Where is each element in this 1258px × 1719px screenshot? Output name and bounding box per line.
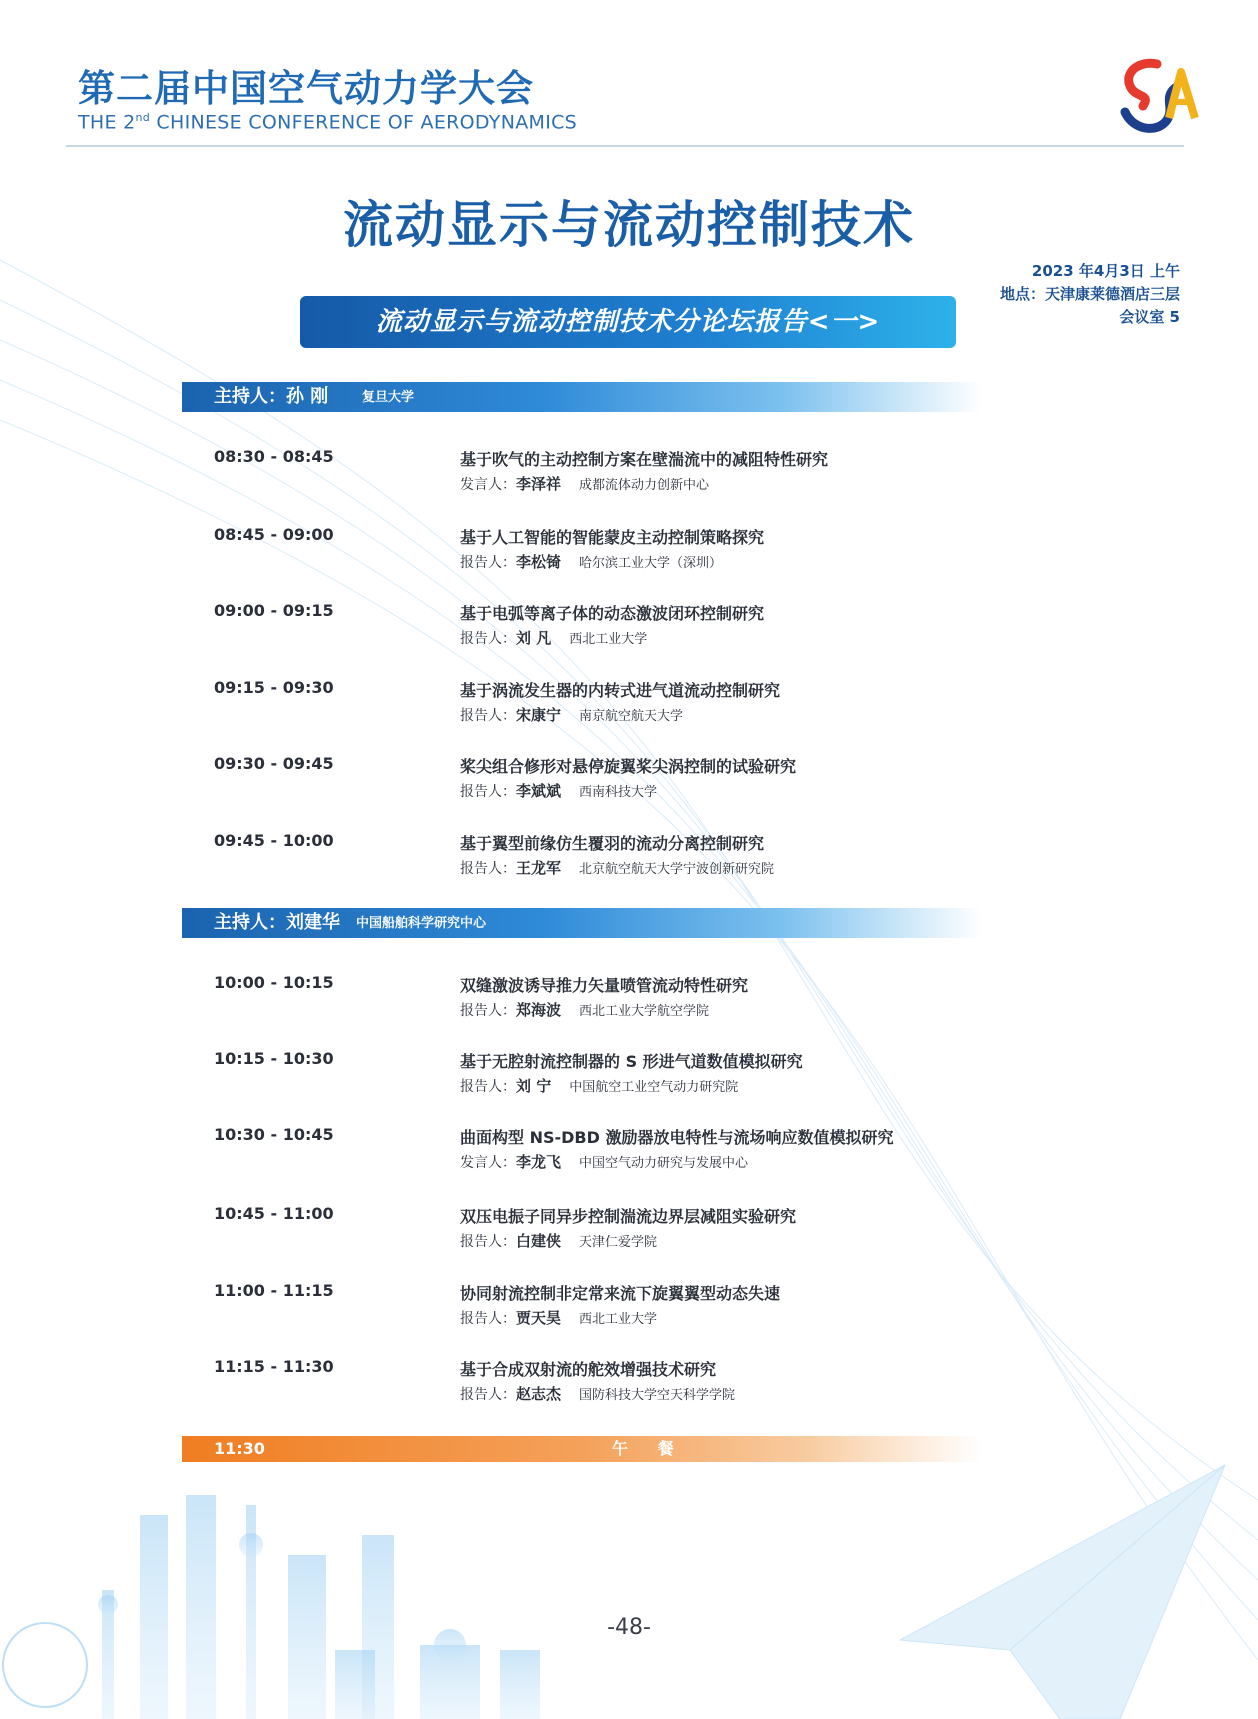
speaker-line: 报告人：郑海波 西北工业大学航空学院 xyxy=(460,1001,710,1019)
talk-title: 基于无腔射流控制器的 S 形进气道数值模拟研究 xyxy=(460,1052,803,1071)
header-divider xyxy=(66,145,1184,147)
talk-title: 基于电弧等离子体的动态激波闭环控制研究 xyxy=(460,604,765,623)
speaker-name: 李斌斌 xyxy=(516,782,562,800)
csa-logo-icon xyxy=(1117,58,1199,136)
conference-title-en: THE 2nd CHINESE CONFERENCE OF AERODYNAMICS xyxy=(78,111,578,134)
chair-bar-session-1 xyxy=(182,382,982,412)
speaker-name: 李泽祥 xyxy=(516,475,562,493)
talk-title: 双压电振子同异步控制湍流边界层减阻实验研究 xyxy=(460,1207,797,1226)
talk-time: 08:45 - 09:00 xyxy=(214,525,334,544)
talk-title: 基于合成双射流的舵效增强技术研究 xyxy=(460,1360,717,1379)
speaker-affiliation: 西南科技大学 xyxy=(579,785,658,800)
speaker-line: 报告人：王龙军 北京航空航天大学宁波创新研究院 xyxy=(460,859,775,877)
talk-time: 09:00 - 09:15 xyxy=(214,601,334,620)
talk-title: 双缝激波诱导推力矢量喷管流动特性研究 xyxy=(460,976,749,995)
talk-time: 09:15 - 09:30 xyxy=(214,678,334,697)
chair-bar-session-2 xyxy=(182,908,982,938)
lunch-bar xyxy=(182,1436,982,1462)
session-room: 会议室 5 xyxy=(1119,308,1180,326)
talk-title: 基于吹气的主动控制方案在壁湍流中的减阻特性研究 xyxy=(460,450,829,469)
paper-plane-icon xyxy=(900,1465,1225,1719)
city-skyline xyxy=(98,1495,540,1719)
talk-time: 11:00 - 11:15 xyxy=(214,1281,334,1300)
talk-time: 09:45 - 10:00 xyxy=(214,831,334,850)
speaker-affiliation: 西北工业大学 xyxy=(579,1312,658,1327)
page-number: -48- xyxy=(607,1615,651,1640)
speaker-affiliation: 成都流体动力创新中心 xyxy=(579,478,710,493)
talk-time: 10:15 - 10:30 xyxy=(214,1049,334,1068)
talk-time: 10:30 - 10:45 xyxy=(214,1125,334,1144)
speaker-affiliation: 中国航空工业空气动力研究院 xyxy=(569,1080,739,1095)
speaker-affiliation: 西北工业大学 xyxy=(569,632,648,647)
chair-affiliation: 复旦大学 xyxy=(362,390,415,405)
speaker-affiliation: 北京航空航天大学宁波创新研究院 xyxy=(579,862,775,877)
lunch-label: 午 餐 xyxy=(612,1439,686,1458)
chair-label: 主持人：孙 刚 xyxy=(214,386,329,407)
speaker-affiliation: 国防科技大学空天科学学院 xyxy=(579,1388,736,1403)
talk-title: 曲面构型 NS-DBD 激励器放电特性与流场响应数值模拟研究 xyxy=(460,1128,894,1147)
talk-time: 10:45 - 11:00 xyxy=(214,1204,334,1223)
speaker-line: 发言人：李泽祥 成都流体动力创新中心 xyxy=(460,475,710,493)
speaker-name: 宋康宁 xyxy=(516,706,562,724)
speaker-affiliation: 西北工业大学航空学院 xyxy=(579,1004,710,1019)
talk-title: 基于涡流发生器的内转式进气道流动控制研究 xyxy=(460,681,781,700)
speaker-line: 报告人：宋康宁 南京航空航天大学 xyxy=(460,706,684,724)
page-title: 流动显示与流动控制技术 xyxy=(343,196,915,254)
speaker-name: 刘 凡 xyxy=(516,629,552,647)
speaker-line: 报告人：赵志杰 国防科技大学空天科学学院 xyxy=(460,1385,736,1403)
speaker-affiliation: 中国空气动力研究与发展中心 xyxy=(579,1156,749,1171)
conference-title-zh: 第二届中国空气动力学大会 xyxy=(78,67,534,110)
talk-title: 桨尖组合修形对悬停旋翼桨尖涡控制的试验研究 xyxy=(460,757,797,776)
speaker-name: 贾天昊 xyxy=(516,1309,562,1327)
talk-time: 08:30 - 08:45 xyxy=(214,447,334,466)
speaker-name: 郑海波 xyxy=(516,1001,562,1019)
chair-affiliation: 中国船舶科学研究中心 xyxy=(356,916,487,931)
talk-time: 09:30 - 09:45 xyxy=(214,754,334,773)
speaker-name: 李松锜 xyxy=(516,553,562,571)
speaker-affiliation: 南京航空航天大学 xyxy=(579,709,684,724)
talk-title: 基于翼型前缘仿生覆羽的流动分离控制研究 xyxy=(460,834,765,853)
session-venue: 地点：天津康莱德酒店三层 xyxy=(999,285,1180,303)
forum-title-banner: 流动显示与流动控制技术分论坛报告<一> xyxy=(300,296,956,348)
speaker-affiliation: 哈尔滨工业大学（深圳） xyxy=(579,556,723,571)
speaker-name: 白建侠 xyxy=(516,1232,562,1250)
talk-title: 协同射流控制非定常来流下旋翼翼型动态失速 xyxy=(460,1284,781,1303)
speaker-line: 报告人：贾天昊 西北工业大学 xyxy=(460,1309,658,1327)
session-date: 2023 年4月3日 上午 xyxy=(1031,262,1180,280)
lunch-time: 11:30 xyxy=(214,1439,265,1458)
talk-title: 基于人工智能的智能蒙皮主动控制策略探究 xyxy=(460,528,765,547)
speaker-line: 发言人：李龙飞 中国空气动力研究与发展中心 xyxy=(460,1153,749,1171)
speaker-line: 报告人：李斌斌 西南科技大学 xyxy=(460,782,658,800)
speaker-line: 报告人：李松锜 哈尔滨工业大学（深圳） xyxy=(460,553,723,571)
talk-time: 11:15 - 11:30 xyxy=(214,1357,334,1376)
speaker-name: 赵志杰 xyxy=(516,1385,562,1403)
talk-time: 10:00 - 10:15 xyxy=(214,973,334,992)
speaker-line: 报告人：白建侠 天津仁爱学院 xyxy=(460,1232,658,1250)
speaker-affiliation: 天津仁爱学院 xyxy=(579,1235,658,1250)
speaker-line: 报告人：刘 凡 西北工业大学 xyxy=(460,629,648,647)
speaker-name: 刘 宁 xyxy=(516,1077,552,1095)
chair-label: 主持人：刘建华 xyxy=(214,912,340,933)
speaker-name: 王龙军 xyxy=(516,859,562,877)
speaker-name: 李龙飞 xyxy=(516,1153,562,1171)
speaker-line: 报告人：刘 宁 中国航空工业空气动力研究院 xyxy=(460,1077,739,1095)
